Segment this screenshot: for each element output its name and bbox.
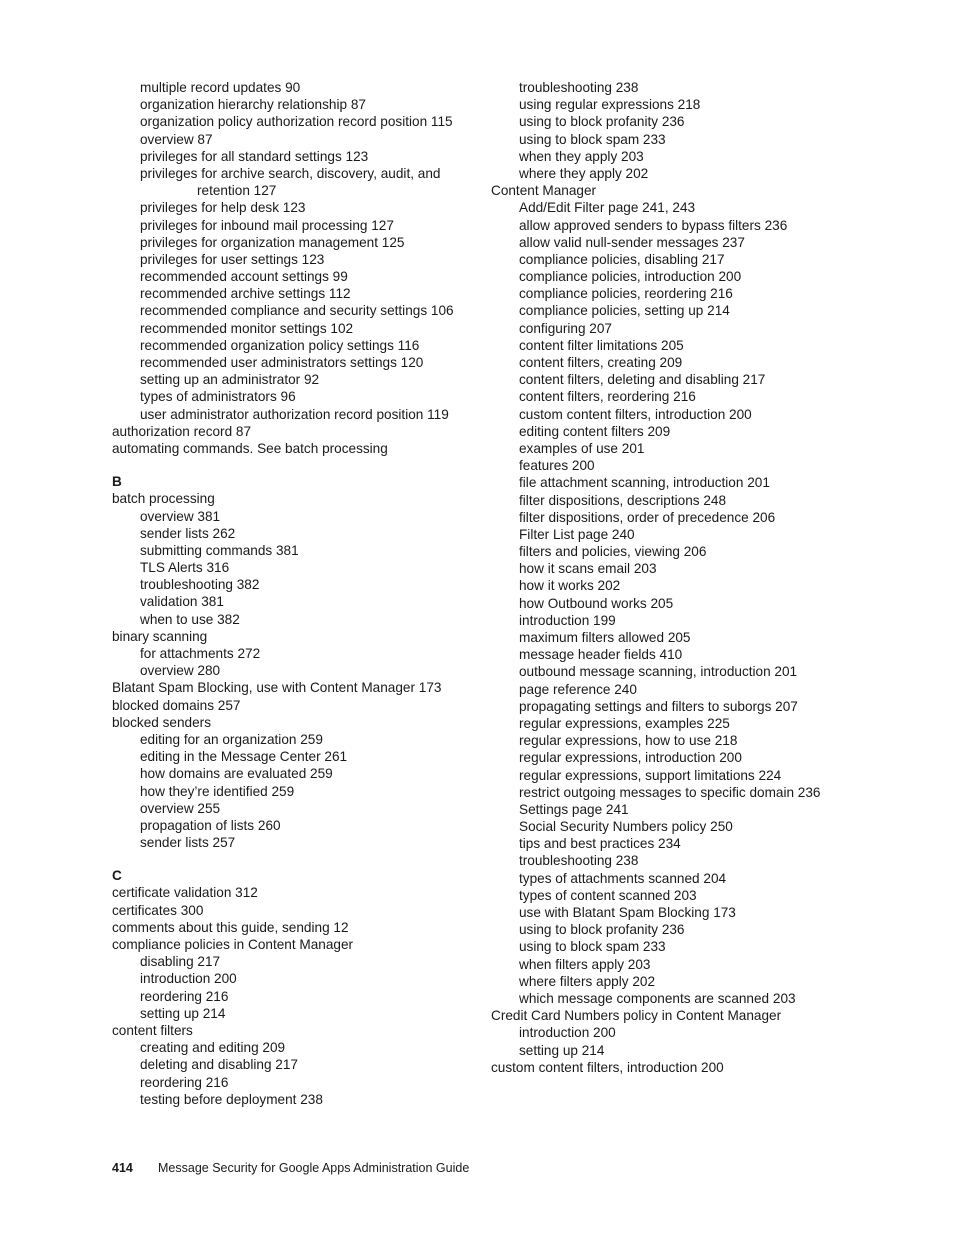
index-subentry: multiple record updates 90 [140,80,301,95]
index-subentry: Social Security Numbers policy 250 [519,819,733,835]
index-subentry: using regular expressions 218 [519,97,701,113]
index-subentry: overview 280 [140,663,221,679]
index-subentry: content filters, reordering 216 [519,389,696,405]
footer-title: Message Security for Google Apps Administration Guide [158,1161,470,1175]
index-subentry: using to block spam 233 [519,131,666,147]
index-subentry: validation 381 [140,594,224,610]
index-subentry: reordering 216 [140,1074,229,1090]
index-subentry: restrict outgoing messages to specific domain 236 [519,784,821,800]
index-subentry: setting up 214 [140,1005,226,1021]
index-subentry: filter dispositions, descriptions 248 [519,492,727,508]
index-subentry: compliance policies, introduction 200 [519,269,742,285]
index-subentry: types of content scanned 203 [519,887,697,903]
index-entry: blocked domains 257 [112,697,241,713]
index-subentry: types of attachments scanned 204 [519,870,727,886]
index-subentry: allow valid null-sender messages 237 [519,234,745,250]
index-entry: content filters [112,1022,193,1038]
index-subentry: organization hierarchy relationship 87 [140,97,366,113]
index-subentry: configuring 207 [519,320,612,336]
page-number: 414 [112,1161,133,1175]
index-letter-heading: B [112,474,122,490]
index-entry: custom content filters, introduction 200 [491,1059,724,1075]
index-subentry: using to block profanity 236 [519,114,685,130]
index-subentry: troubleshooting 238 [519,80,639,95]
index-subentry: creating and editing 209 [140,1040,286,1056]
index-subentry: recommended organization policy settings 116 [140,337,420,353]
index-subentry: recommended monitor settings 102 [140,320,354,336]
index-subentry: page reference 240 [519,681,637,697]
index-subentry: submitting commands 381 [140,542,299,558]
index-entry: automating commands. See batch processing [112,440,388,456]
index-subentry: privileges for all standard settings 123 [140,148,369,164]
index-subentry: privileges for inbound mail processing 127 [140,217,394,233]
index-subentry: sender lists 257 [140,835,236,851]
index-subentry: maximum filters allowed 205 [519,630,691,645]
index-subentry: compliance policies, setting up 214 [519,303,730,319]
index-subentry: introduction 200 [140,971,237,987]
index-subentry: how it works 202 [519,578,621,594]
index-subentry: how they’re identified 259 [140,783,295,799]
index-subentry: retention 127 [197,183,277,199]
index-subentry: editing content filters 209 [519,423,671,439]
index-entry: compliance policies in Content Manager [112,937,354,952]
index-subentry: introduction 200 [519,1025,616,1041]
index-subentry: TLS Alerts 316 [140,560,230,576]
index-subentry: introduction 199 [519,612,616,628]
index-letter-heading: C [112,868,122,884]
index-subentry: regular expressions, how to use 218 [519,733,738,749]
index-subentry: filters and policies, viewing 206 [519,544,707,560]
index-subentry: when filters apply 203 [519,956,651,972]
index-subentry: when to use 382 [140,611,240,627]
index-entry: Blatant Spam Blocking, use with Content Manager 173 [112,680,442,696]
index-subentry: file attachment scanning, introduction 201 [519,475,770,491]
index-subentry: testing before deployment 238 [140,1091,323,1107]
index-subentry: types of administrators 96 [140,389,296,405]
index-subentry: which message components are scanned 203 [519,990,796,1006]
index-entry: authorization record 87 [112,423,252,439]
index-entry: Content Manager [491,183,597,199]
index-subentry: overview 255 [140,800,221,816]
index-column-left [112,79,482,1108]
index-subentry: where they apply 202 [519,165,649,181]
index-subentry: setting up 214 [519,1042,605,1058]
index-subentry: propagating settings and filters to suborgs 207 [519,698,798,714]
index-subentry: propagation of lists 260 [140,817,281,833]
index-subentry: user administrator authorization record position 119 [140,406,449,422]
index-subentry: filter dispositions, order of precedence 206 [519,509,776,525]
index-subentry: deleting and disabling 217 [140,1057,298,1073]
index-subentry: Settings page 241 [519,801,629,817]
index-subentry: compliance policies, reordering 216 [519,286,733,302]
index-subentry: allow approved senders to bypass filters 236 [519,217,788,233]
index-entry: Credit Card Numbers policy in Content Manager [491,1008,782,1024]
index-subentry: editing for an organization 259 [140,731,323,747]
index-subentry: custom content filters, introduction 200 [519,406,752,422]
index-subentry: how it scans email 203 [519,561,657,577]
index-entry: certificates 300 [112,902,204,918]
index-subentry: tips and best practices 234 [519,836,681,852]
index-subentry: using to block profanity 236 [519,922,685,938]
index-entry: binary scanning [112,628,208,644]
index-subentry: setting up an administrator 92 [140,372,320,388]
index-subentry: when they apply 203 [519,148,644,164]
index-subentry: privileges for archive search, discovery, audit, and [140,165,441,181]
index-subentry: content filters, deleting and disabling 217 [519,372,766,388]
index-subentry: privileges for organization management 125 [140,234,405,250]
index-subentry: content filter limitations 205 [519,337,684,353]
index-subentry: how domains are evaluated 259 [140,766,333,782]
index-subentry: reordering 216 [140,988,229,1004]
index-subentry: recommended compliance and security settings 106 [140,303,454,319]
index-entry: batch processing [112,491,215,507]
index-subentry: use with Blatant Spam Blocking 173 [519,905,736,920]
section-gap [112,851,482,867]
index-subentry: privileges for help desk 123 [140,200,306,216]
index-subentry: using to block spam 233 [519,939,666,955]
index-subentry: for attachments 272 [140,646,261,661]
index-subentry: sender lists 262 [140,525,236,541]
index-column-right [491,79,851,1076]
index-subentry: examples of use 201 [519,440,645,456]
index-subentry: overview 87 [140,131,213,147]
index-subentry: regular expressions, support limitations 224 [519,767,782,783]
index-subentry: features 200 [519,458,595,474]
index-subentry: how Outbound works 205 [519,595,674,611]
index-subentry: organization policy authorization record position 115 [140,114,453,130]
index-subentry: recommended account settings 99 [140,269,348,285]
index-entry: comments about this guide, sending 12 [112,919,349,935]
index-subentry: troubleshooting 382 [140,577,260,593]
index-subentry: editing in the Message Center 261 [140,749,348,765]
index-subentry: Add/Edit Filter page 241, 243 [519,200,696,216]
index-entry: blocked senders [112,714,211,730]
index-subentry: content filters, creating 209 [519,355,683,370]
index-subentry: compliance policies, disabling 217 [519,251,725,267]
index-subentry: overview 381 [140,508,221,524]
section-gap [112,457,482,473]
index-subentry: where filters apply 202 [519,973,656,989]
index-subentry: regular expressions, examples 225 [519,715,730,731]
index-subentry: regular expressions, introduction 200 [519,750,742,766]
index-subentry: Filter List page 240 [519,526,635,542]
index-subentry: troubleshooting 238 [519,853,639,869]
index-subentry: outbound message scanning, introduction 201 [519,664,798,680]
index-subentry: recommended user administrators settings 120 [140,355,424,370]
index-subentry: recommended archive settings 112 [140,286,351,302]
page-footer [112,1161,469,1175]
index-subentry: message header fields 410 [519,647,683,663]
index-subentry: disabling 217 [140,954,221,970]
index-entry: certificate validation 312 [112,885,258,901]
index-subentry: privileges for user settings 123 [140,251,325,267]
